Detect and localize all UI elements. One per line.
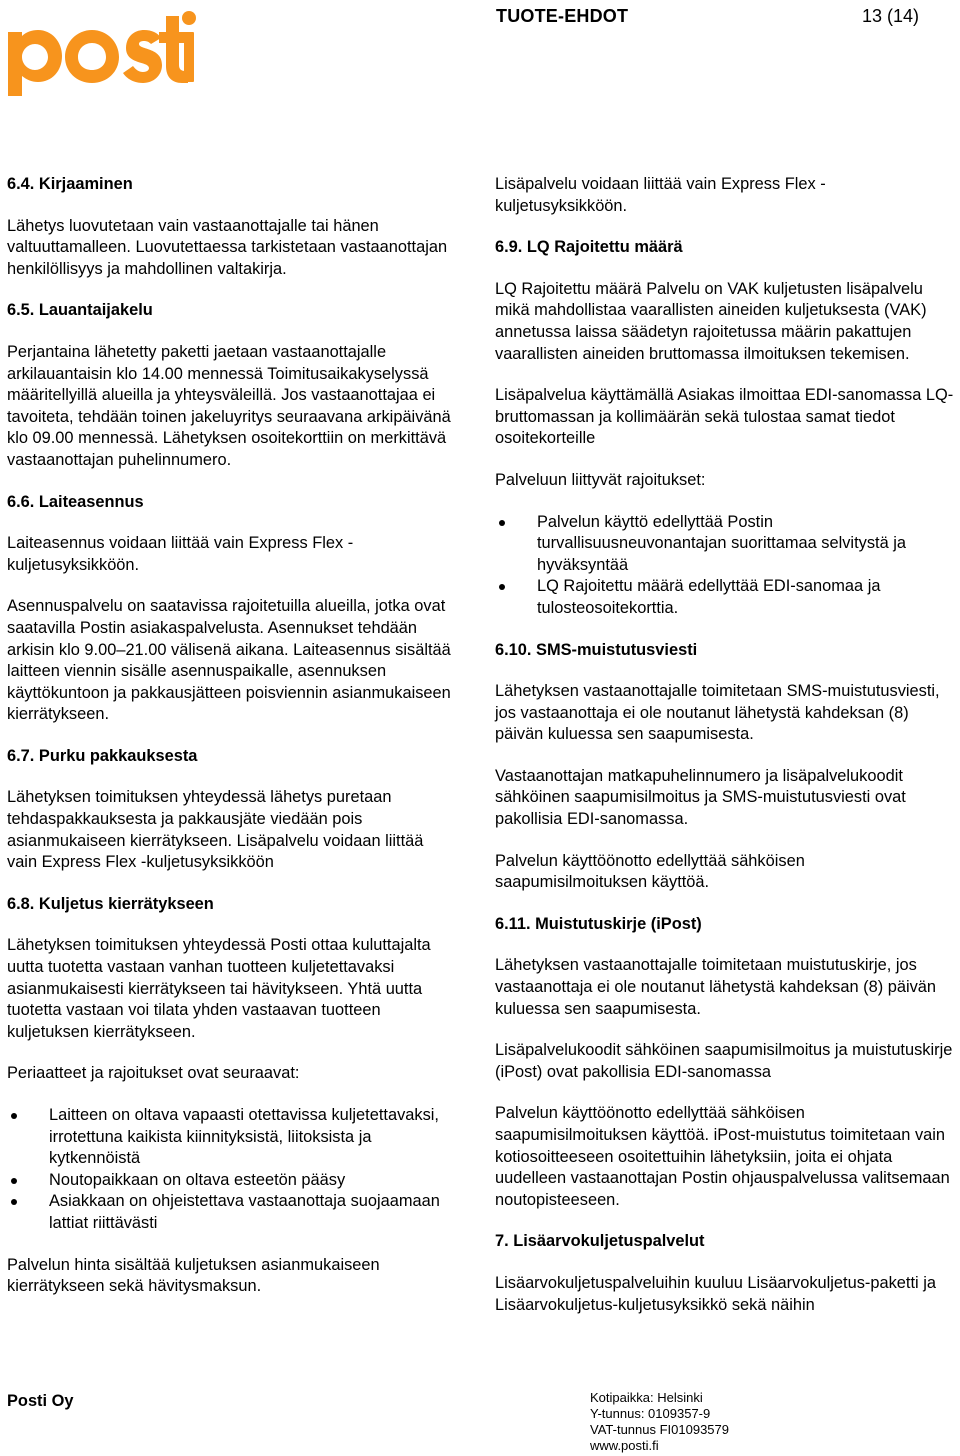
section-6-9-heading: 6.9. LQ Rajoitettu määrä [495, 238, 683, 257]
footer-domicile: Kotipaikka: Helsinki [590, 1390, 703, 1405]
section-6-8-paragraph: Palvelun hinta sisältää kuljetuksen asianmukaiseen kierrätykseen sekä hävitysmaksun. [7, 1255, 380, 1296]
section-6-7-heading: 6.7. Purku pakkauksesta [7, 746, 198, 765]
right-column [495, 174, 957, 1336]
section-6-10-paragraph: Vastaanottajan matkapuhelinnumero ja lisäpalvelukoodit sähköinen saapumisilmoitus ja SMS-muistutusviesti ovat pakollisia EDI-sanomassa. [495, 766, 906, 829]
section-6-9-paragraph: Palveluun liittyvät rajoitukset: [495, 470, 706, 489]
bullet-item: Palvelun käyttö edellyttää Postin turvallisuusneuvonantajan suorittamaa selvitystä ja hyväksyntää [495, 512, 957, 577]
bullet-item: LQ Rajoitettu määrä edellyttää EDI-sanomaa ja tulosteosoitekorttia. [495, 576, 957, 619]
footer-business-id: Y-tunnus: 0109357-9 [590, 1406, 711, 1421]
section-6-8-paragraph: Periaatteet ja rajoitukset ovat seuraavat: [7, 1064, 300, 1083]
posti-logo-mark [6, 2, 196, 96]
bullet-item: Asiakkaan on ohjeistettava vastaanottaja suojaamaan lattiat riittävästi [7, 1191, 455, 1234]
section-6-11-paragraph: Lähetyksen vastaanottajalle toimitetaan muistutuskirje, jos vastaanottaja ei ole noutanut lähetystä kahdeksan (8) päivän kuluessa sen saapumisesta. [495, 956, 937, 1018]
section-6-9-bullet-list [495, 512, 957, 620]
section-6-5-heading: 6.5. Lauantaijakelu [7, 301, 153, 320]
section-6-10-paragraph: Palvelun käyttöönotto edellyttää sähköisen saapumisilmoituksen käyttöä. [495, 851, 805, 892]
footer-company: Posti Oy [7, 1392, 74, 1410]
section-6-11-heading: 6.11. Muistutuskirje (iPost) [495, 914, 702, 933]
section-6-7-paragraph: Lähetyksen toimituksen yhteydessä lähetys puretaan tehdaspakkauksesta ja pakkausjäte viedään pois asianmukaiseen kierrätykseen. Lisäpalvelu voidaan liittää vain Express Flex -kuljetusyksikköön [7, 788, 424, 872]
section-6-6-paragraph: Laiteasennus voidaan liittää vain Express Flex -kuljetusyksikköön. [7, 534, 354, 574]
section-6-5-paragraph: Perjantaina lähetetty paketti jaetaan vastaanottajalle arkilauantaisin klo 14.00 mennessä Toimitusaikakyselyssä määritellyillä alueilla ja yhteysväleillä. Jos vastaanottajaa ei tavoiteta, tehdään toinen jakeluyritys seuraavana arkipäivänä klo 09.00 mennessä. Lähetyksen osoitekorttiin on merkittävä vastaanottajan puhelinnumero. [7, 342, 451, 469]
section-6-11-paragraph: Lisäpalvelukoodit sähköinen saapumisilmoitus ja muistutuskirje (iPost) ovat pakollisia EDI-sanomassa [495, 1041, 953, 1081]
section-6-4-heading: 6.4. Kirjaaminen [7, 175, 133, 193]
section-6-10-paragraph: Lähetyksen vastaanottajalle toimitetaan SMS-muistutusviesti, jos vastaanottaja ei ole noutanut lähetystä kahdeksan (8) päivän kuluessa sen saapumisesta. [495, 682, 940, 744]
section-6-8-heading: 6.8. Kuljetus kierrätykseen [7, 894, 214, 913]
section-6-8-paragraph: Lähetyksen toimituksen yhteydessä Posti ottaa kuluttajalta uutta tuotetta vastaan vanhan tuotteen kuljetettavaksi asianmukaisesti kierrätykseen tai hävitykseen. Yhtä uutta tuotetta vastaan voi tilata yhden vastaavan tuotteen kuljetuksen kierrätykseen. [7, 936, 431, 1041]
section-7-heading: 7. Lisäarvokuljetuspalvelut [495, 1232, 705, 1251]
footer-company-info [590, 1390, 729, 1454]
section-6-4-paragraph: Lähetys luovutetaan vain vastaanottajalle tai hänen valtuuttamalleen. Luovutettaessa tarkistetaan vastaanottajan henkilöllisyys ja mahdollinen valtakirja. [7, 216, 448, 278]
section-6-11-paragraph: Palvelun käyttöönotto edellyttää sähköisen saapumisilmoituksen käyttöä. iPost-muistutus toimitetaan vain kotiosoitteeseen osoitettuihin lähetyksiin, joita ei ohjata uudelleen vastaanottajan Postin ohjauspalvelussa valitsemaan noutopisteeseen. [495, 1104, 950, 1209]
footer-website-link[interactable]: www.posti.fi [590, 1438, 659, 1453]
posti-logo [6, 2, 196, 96]
section-7-paragraph: Lisäarvokuljetuspalveluihin kuuluu Lisäarvokuljetus-paketti ja Lisäarvokuljetus-kuljetusyksikkö sekä näihin [495, 1273, 936, 1314]
bullet-item: Laitteen on oltava vapaasti otettavissa kuljetettavaksi, irrotettuna kaikista kiinnityksistä, liitoksista ja kytkennöistä [7, 1105, 455, 1170]
section-6-9-paragraph: LQ Rajoitettu määrä Palvelu on VAK kuljetusten lisäpalvelu mikä mahdollistaa vaarallisten aineiden kuljetuksesta (VAK) annetussa laissa säädetyn rajoitetussa määrin pakattujen vaarallisten aineiden bruttomassa ilmoituksen tekemisen. [495, 279, 927, 363]
section-6-8-bullet-list [7, 1105, 455, 1235]
section-6-8-continuation: Lisäpalvelu voidaan liittää vain Express Flex -kuljetusyksikköön. [495, 175, 826, 215]
section-6-10-heading: 6.10. SMS-muistutusviesti [495, 640, 698, 659]
section-6-6-paragraph: Asennuspalvelu on saatavissa rajoitetuilla alueilla, jotka ovat saatavilla Postin asiakaspalvelusta. Asennukset tehdään arkisin klo 9.00–21.00 välisenä aikana. Laiteasennus sisältää laitteen viennin sisälle asennuspaikalle, asennuksen käyttökuntoon ja pakkausjätteen poisviennin asianmukaiseen kierrätykseen. [7, 597, 451, 724]
bullet-item: Noutopaikkaan on oltava esteetön pääsy [7, 1170, 455, 1192]
left-column [7, 174, 455, 1318]
footer-vat-id: VAT-tunnus FI01093579 [590, 1422, 730, 1437]
document-title: TUOTE-EHDOT [496, 6, 629, 26]
section-6-9-paragraph: Lisäpalvelua käyttämällä Asiakas ilmoittaa EDI-sanomassa LQ-bruttomassan ja kollimäärän sekä tulostaa samat tiedot osoitekorteille [495, 386, 954, 448]
page-number: 13 (14) [862, 6, 920, 26]
section-6-6-heading: 6.6. Laiteasennus [7, 492, 144, 511]
